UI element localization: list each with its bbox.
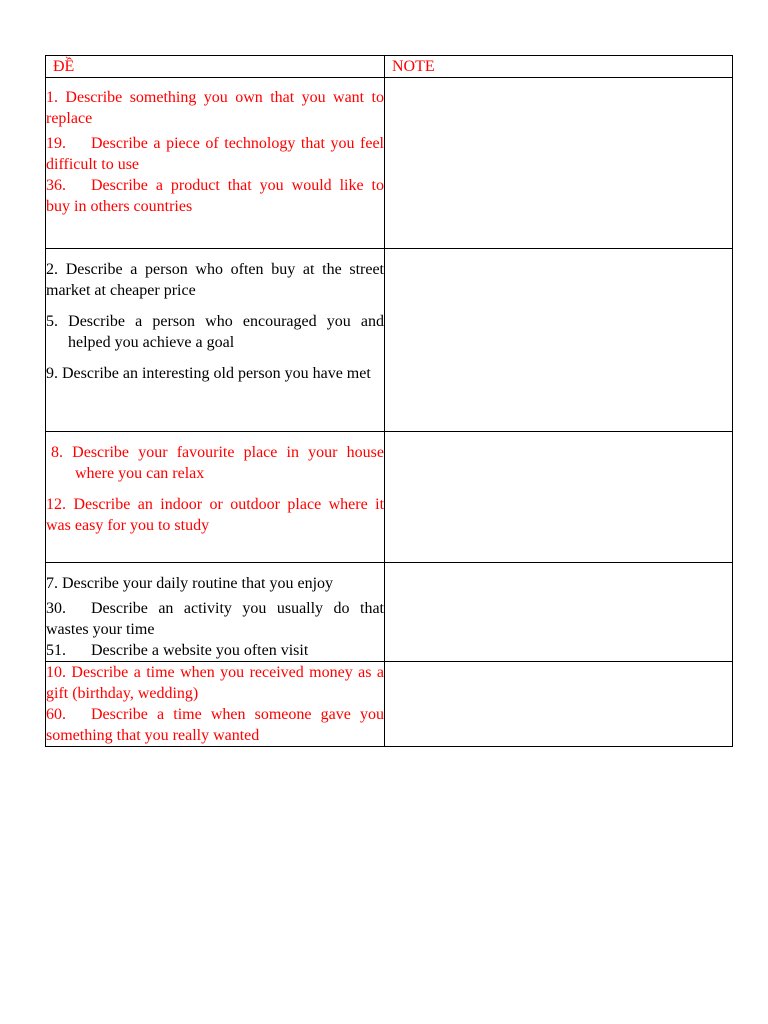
topics-cell: [46, 432, 385, 563]
note-cell[interactable]: [385, 563, 733, 662]
header-note: NOTE: [385, 56, 733, 78]
note-cell[interactable]: [385, 432, 733, 563]
table-row: [46, 432, 733, 563]
topic-item: 51. Describe a website you often visit: [46, 642, 309, 659]
topic-item: 1. Describe something you own that you want to replace: [46, 89, 384, 127]
topics-table: [45, 55, 733, 747]
table-row: [46, 662, 733, 747]
topics-cell: [46, 662, 385, 747]
topic-item: 9. Describe an interesting old person you have met: [46, 365, 371, 382]
table-row: [46, 249, 733, 432]
topic-item: 2. Describe a person who often buy at the street market at cheaper price: [46, 261, 385, 299]
topic-item: 30. Describe an activity you usually do that wastes your time: [46, 600, 384, 638]
note-cell[interactable]: [385, 249, 733, 432]
header-row: [46, 56, 733, 78]
topic-item: 7. Describe your daily routine that you enjoy: [46, 575, 334, 592]
topic-item: 5. Describe a person who encouraged you and helped you achieve a goal: [46, 313, 384, 351]
topics-cell: [46, 563, 385, 662]
header-de: ĐỀ: [46, 56, 385, 78]
topic-item: 12. Describe an indoor or outdoor place where it was easy for you to study: [46, 496, 385, 534]
topic-item: 19. Describe a piece of technology that you feel difficult to use: [46, 135, 384, 173]
topic-item: 60. Describe a time when someone gave you something that you really wanted: [46, 706, 384, 744]
topic-item: 36. Describe a product that you would like to buy in others countries: [46, 177, 384, 215]
topic-item: 10. Describe a time when you received money as a gift (birthday, wedding): [46, 664, 384, 702]
topics-cell: [46, 78, 385, 249]
topic-item: 8. Describe your favourite place in your house where you can relax: [51, 444, 384, 482]
note-cell[interactable]: [385, 662, 733, 747]
topics-cell: [46, 249, 385, 432]
table-row: [46, 563, 733, 662]
table-row: [46, 78, 733, 249]
note-cell[interactable]: [385, 78, 733, 249]
